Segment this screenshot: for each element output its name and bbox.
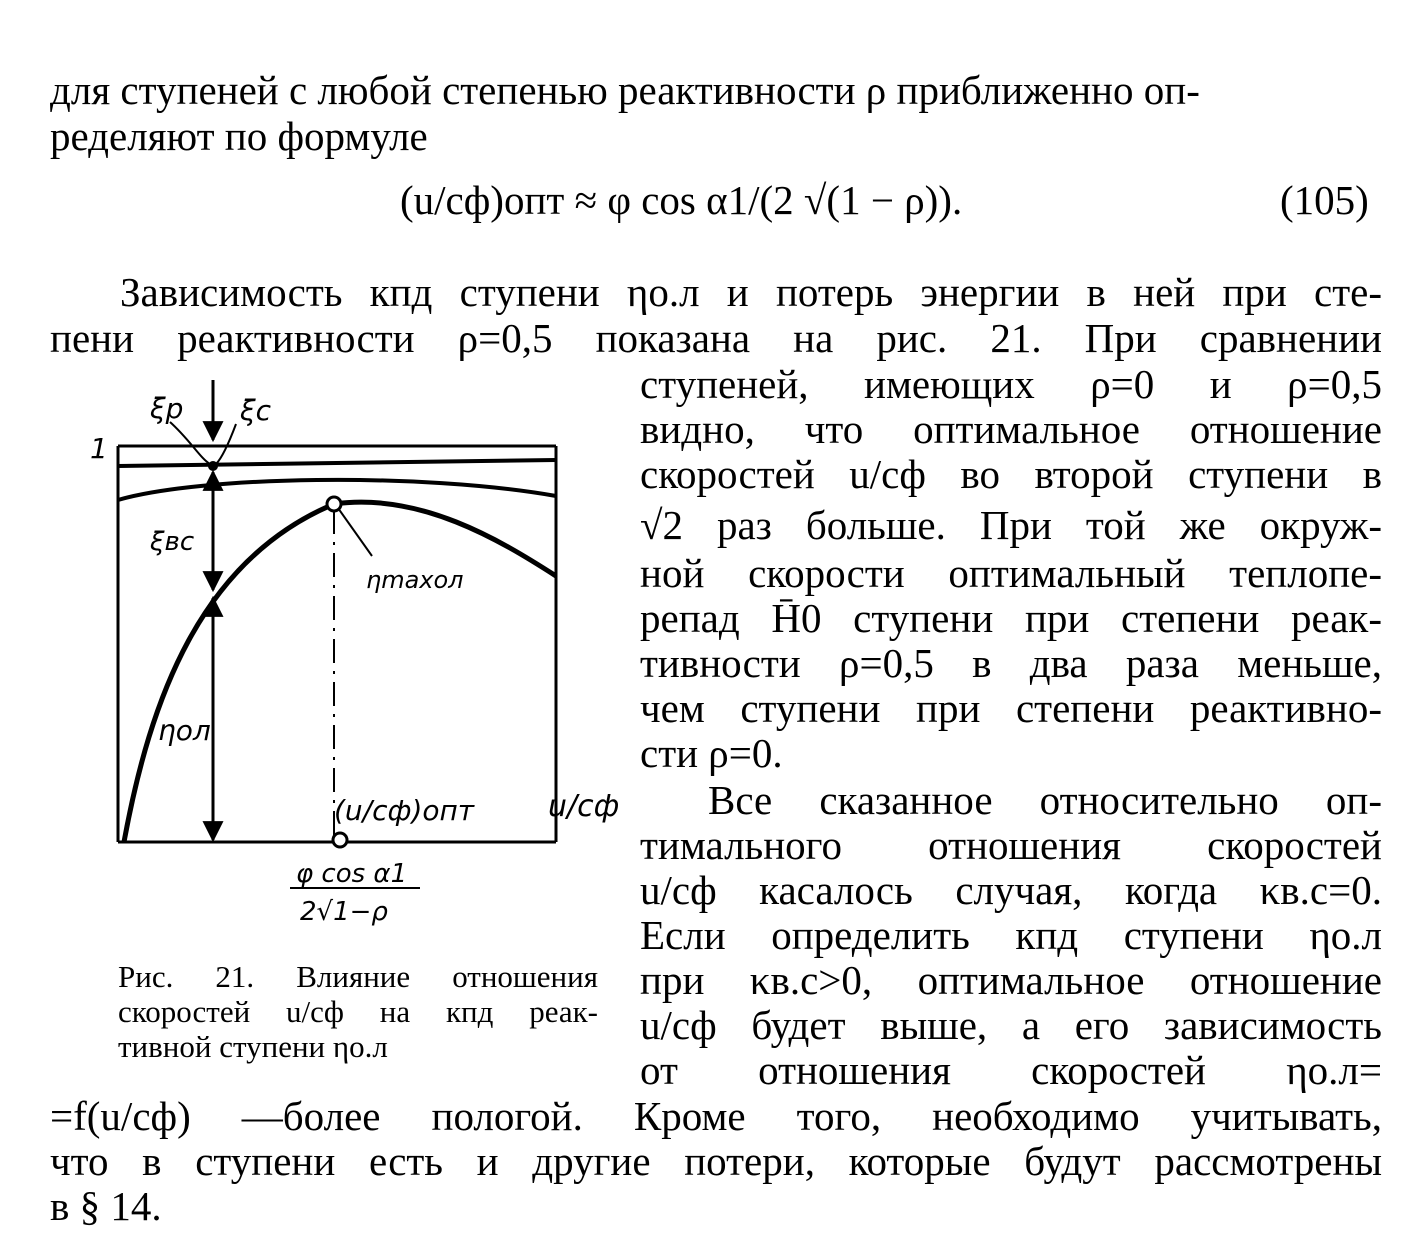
label-formula-num: φ cos α1 [296,859,408,889]
text-right-line: от отношения скоростей ηо.л= [640,1047,1382,1093]
point-opt [333,833,347,847]
text-right-line: Все сказанное относительно оп- [708,777,1382,823]
figure-caption-line-3: тивной ступени ηо.л [118,1029,388,1064]
figure-caption-line-2: скоростей u/cф на кпд реак- [118,994,598,1029]
leader-xi-c [216,424,236,464]
curve-xi-p [118,460,556,466]
text-right-line: скоростей u/cф во второй ступени в [640,451,1382,497]
label-xi-vc: ξвс [150,527,195,557]
label-eta-max: ηmaxол [366,566,464,594]
label-formula-den: 2√1−ρ [300,897,388,927]
text-right-line: √2 раз больше. При той же окруж- [640,502,1382,548]
label-eta-ol: ηол [158,714,211,747]
text-full-b-line-1: =f(u/cф) —более пологой. Кроме того, необходимо учитывать, [50,1093,1382,1139]
text-right-line: тимального отношения скоростей [640,822,1382,868]
text-right-line: тивности ρ=0,5 в два раза меньше, [640,640,1382,686]
text-full-b-line-2: что в ступени есть и другие потери, которые будут рассмотрены [50,1138,1382,1184]
leader-eta-max [338,508,372,556]
text-full-b-line-3: в § 14. [50,1183,162,1229]
text-right-line: ступеней, имеющих ρ=0 и ρ=0,5 [640,361,1382,407]
label-one: 1 [90,432,108,465]
figure-caption-line-1: Рис. 21. Влияние отношения [118,959,598,994]
text-full-a-line-2: пени реактивности ρ=0,5 показана на рис. 21. При сравнении [50,315,1382,361]
label-u-cf-axis: u/cф [548,789,620,824]
text-top-line-2: ределяют по формуле [50,113,428,159]
formula-number: (105) [1280,177,1369,223]
text-right-line: чем ступени при степени реактивно- [640,685,1382,731]
text-right-line: видно, что оптимальное отношение [640,406,1382,452]
text-right-line: сти ρ=0. [640,730,783,776]
leader-xi-p [170,422,210,464]
text-right-line: Если определить кпд ступени ηо.л [640,912,1382,958]
label-xi-p: ξр [150,392,184,425]
text-right-line: при κв.с>0, оптимальное отношение [640,957,1382,1003]
text-right-line: репад H̄0 ступени при степени реак- [640,595,1382,641]
text-right-line: ной скорости оптимальный теплопе- [640,550,1382,596]
text-top-line-1 [50,67,1380,113]
label-u-cf-opt: (u/cф)опт [334,794,475,827]
formula-105: (u/cф)опт ≈ φ cos α1/(2 √(1 − ρ)). [400,177,963,223]
figure-21 [60,370,640,940]
text-right-line: u/cф будет выше, а его зависимость [640,1002,1382,1048]
text-full-a-line-1: Зависимость кпд ступени ηо.л и потерь энергии в ней при сте- [120,269,1382,315]
label-xi-c: ξс [240,394,272,427]
text-right-line: u/cф касалось случая, когда κв.с=0. [640,867,1382,913]
text-top-line-1-text: для ступеней с любой степенью реактивности ρ приближенно оп- [50,67,1200,113]
